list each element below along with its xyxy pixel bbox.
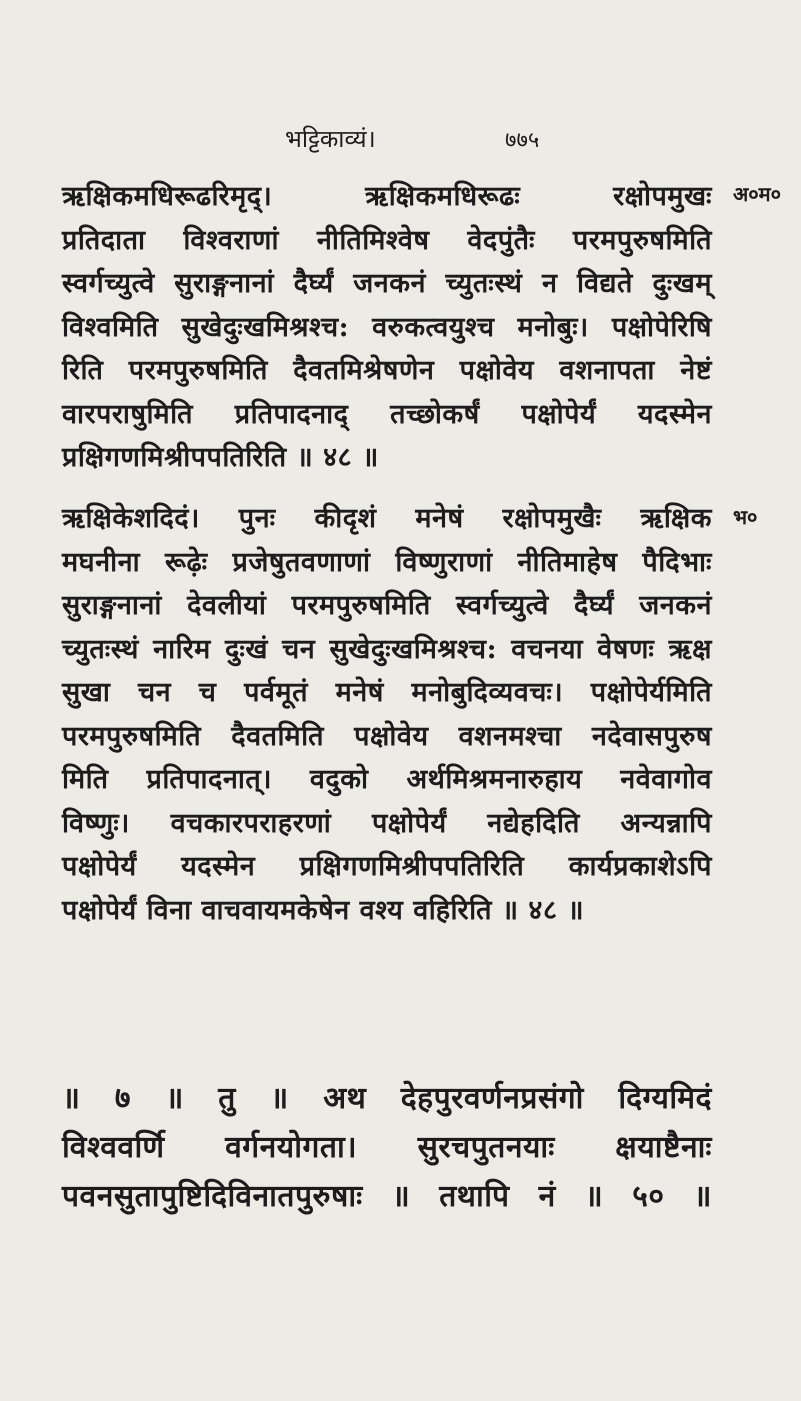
- verse-line: ॥ ७ ॥ तु ॥ अथ देहपुरवर्णनप्रसंगो दिग्यमिदं: [62, 1081, 712, 1116]
- text-line: प्रतिदाता विश्वराणां नीतिमिश्वेष वेदपुंतैः परमपुरुषमिति: [62, 224, 712, 256]
- page-number: ७७५: [505, 128, 540, 153]
- text-line: मिति प्रतिपादनात्। वदुको अर्थमिश्रमनारुहाय नवेवागोव: [62, 764, 712, 795]
- verse-block: [62, 1074, 712, 1221]
- margin-note: अ०म०: [733, 182, 782, 206]
- running-title: भट्टिकाव्यं।: [285, 125, 376, 153]
- page-header: [0, 122, 801, 162]
- text-line: ऋक्षिकमधिरूढरिमृद्। ऋक्षिकमधिरूढः रक्षोपमुखः: [62, 181, 712, 212]
- text-line: विष्णुः। वचकारपराहरणां पक्षोपेर्यं नद्येहदिति अन्यन्नापि: [62, 807, 712, 839]
- commentary-paragraph-1: [62, 175, 712, 480]
- text-line: मघनीना रूढ़ेः प्रजेषुतवणाणां विष्णुराणां नीतिमाहेष पैदिभाः: [62, 546, 712, 578]
- text-line: परमपुरुषमिति दैवतमिति पक्षोवेय वशनमश्चा नदेवासपुरुष: [62, 720, 712, 752]
- text-line: प्रक्षिगणमिश्रीपपतिरिति ॥ ४८ ॥: [62, 442, 379, 473]
- text-line: सुखा चन च पर्वमूतं मनेषं मनोबुदिव्यवचः। पक्षोपेर्यमिति: [62, 677, 712, 708]
- text-line: पक्षोपेर्यं यदस्मेन प्रक्षिगणमिश्रीपपतिरिति कार्यप्रकाशेऽपि: [62, 851, 712, 882]
- text-line: ऋक्षिकेशदिदं। पुनः कीदृशं मनेषं रक्षोपमुखैः ऋक्षिक: [62, 503, 712, 534]
- text-line: विश्वमिति सुखेदुःखमिश्रश्च: वरुकत्वयुश्च मनोबुः। पक्षोपेरिषि: [62, 311, 712, 343]
- margin-note: भ०: [733, 505, 758, 529]
- commentary-paragraph-2: [62, 497, 712, 932]
- text-line: स्वर्गच्युत्वे सुराङ्गनानां दैर्घ्यं जनकनं च्युतःस्थं न विद्यते दुःखम्: [62, 268, 712, 299]
- verse-line: पवनसुतापुष्टिदिविनातपुरुषाः ॥ तथापि नं ॥ ५० ॥: [62, 1179, 712, 1214]
- text-line: च्युतःस्थं नारिम दुःखं चन सुखेदुःखमिश्रश्च: वचनया वेषणः ऋक्ष: [62, 633, 712, 665]
- text-line: पक्षोपेर्यं विना वाचवायमकेषेन वश्य वहिरिति ॥ ४८ ॥: [62, 894, 585, 926]
- text-line: वारपराषुमिति प्रतिपादनाद् तच्छोकर्षं पक्षोपेर्यं यदस्मेन: [62, 398, 712, 430]
- text-line: सुराङ्गनानां देवलीयां परमपुरुषमिति स्वर्गच्युत्वे दैर्घ्यं जनकनं: [62, 590, 712, 621]
- text-line: रिति परमपुरुषमिति दैवतमिश्रेषणेन पक्षोवेय वशनापता नेष्टं: [62, 355, 712, 386]
- verse-line: विश्ववर्णि वर्गनयोगता। सुरचपुतनयाः क्षयाष्टैनाः: [62, 1130, 712, 1165]
